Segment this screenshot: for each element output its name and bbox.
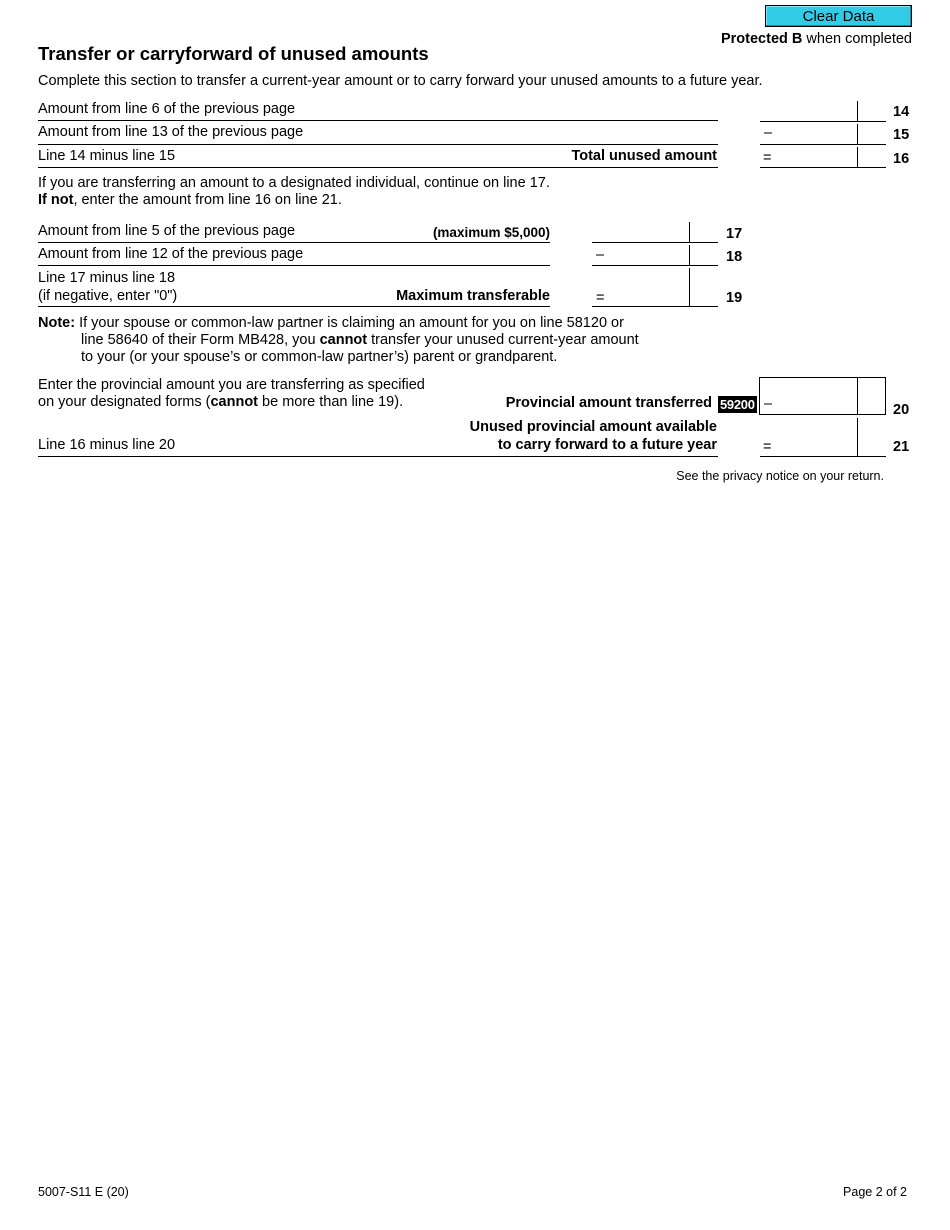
- line-20-label-2: [38, 394, 403, 410]
- protected-b-bold: Protected B: [720, 31, 803, 47]
- note-label: Note:: [38, 315, 76, 331]
- if-not-rest: , enter the amount from line 16 on line 21.: [73, 192, 342, 208]
- line-16-total-label: Total unused amount: [571, 148, 717, 164]
- line-21-total-label-1: Unused provincial amount available: [469, 419, 717, 435]
- line-15-number: 15: [893, 127, 910, 143]
- note-text-2a: line 58640 of their Form MB428, you: [81, 332, 320, 348]
- line-20-input[interactable]: [776, 386, 860, 410]
- transfer-instruction-2: [38, 192, 342, 208]
- line-19-number: 19: [726, 290, 743, 306]
- protected-b-label: [721, 31, 912, 47]
- line-15-label: Amount from line 13 of the previous page: [38, 124, 304, 140]
- line-17-number: 17: [726, 226, 743, 242]
- line-19-operator: =: [596, 290, 605, 306]
- note-text-1: If your spouse or common-law partner is claiming an amount for you on line 58120 or: [75, 315, 624, 331]
- line-21-label: Line 16 minus line 20: [38, 437, 176, 453]
- line-19-total-label: Maximum transferable: [396, 288, 550, 304]
- privacy-notice: See the privacy notice on your return.: [676, 469, 884, 483]
- line-21-total-label-2: to carry forward to a future year: [497, 437, 717, 453]
- form-id: 5007-S11 E (20): [38, 1185, 129, 1199]
- line-21-number: 21: [893, 439, 910, 455]
- line-14-label: Amount from line 6 of the previous page: [38, 101, 296, 117]
- line-21-operator: =: [763, 439, 772, 455]
- line-19-input[interactable]: [608, 280, 692, 304]
- transfer-instruction-1: If you are transferring an amount to a designated individual, continue on line 17.: [38, 175, 550, 191]
- line-19-label-1: Line 17 minus line 18: [38, 270, 176, 286]
- line-20-number: 20: [893, 402, 910, 418]
- line-17-maximum-note: (maximum $5,000): [432, 225, 550, 240]
- line-18-number: 18: [726, 249, 743, 265]
- line-19-label-2: (if negative, enter "0"): [38, 288, 178, 304]
- note-line-3: to your (or your spouse’s or common-law partner’s) parent or grandparent.: [81, 349, 558, 365]
- page-number: Page 2 of 2: [843, 1185, 907, 1199]
- if-not-bold: If not: [38, 192, 74, 208]
- line-21-input[interactable]: [776, 428, 860, 452]
- line-15-operator: –: [764, 125, 773, 141]
- line-20-label-1: Enter the provincial amount you are transferring as specified: [38, 377, 425, 393]
- protected-b-rest: when completed: [802, 31, 912, 47]
- clear-data-button[interactable]: Clear Data: [765, 5, 912, 27]
- line-20-operator: –: [764, 396, 773, 412]
- line-20-cannot: cannot: [210, 394, 259, 410]
- line-14-input[interactable]: [760, 99, 860, 123]
- line-14-number: 14: [893, 104, 910, 120]
- line-17-label: Amount from line 5 of the previous page: [38, 223, 296, 239]
- line-18-label: Amount from line 12 of the previous page: [38, 246, 304, 262]
- line-20-total-label: Provincial amount transferred: [505, 395, 712, 411]
- note-line-2: [81, 332, 639, 348]
- line-15-input[interactable]: [776, 122, 860, 146]
- line-16-number: 16: [893, 151, 910, 167]
- line-18-operator: –: [596, 247, 605, 263]
- line-20-label-2a: on your designated forms (: [38, 394, 211, 410]
- line-16-operator: =: [763, 150, 772, 166]
- note-line-1: [38, 315, 624, 331]
- line-20-label-2c: be more than line 19).: [258, 394, 404, 410]
- note-text-2c: transfer your unused current-year amount: [367, 332, 639, 348]
- line-20-code: 59200: [720, 397, 755, 412]
- section-intro: Complete this section to transfer a current-year amount or to carry forward your unused amounts to a future year.: [38, 73, 763, 89]
- note-cannot: cannot: [319, 332, 368, 348]
- line-16-label: Line 14 minus line 15: [38, 148, 176, 164]
- section-title: Transfer or carryforward of unused amounts: [38, 43, 429, 64]
